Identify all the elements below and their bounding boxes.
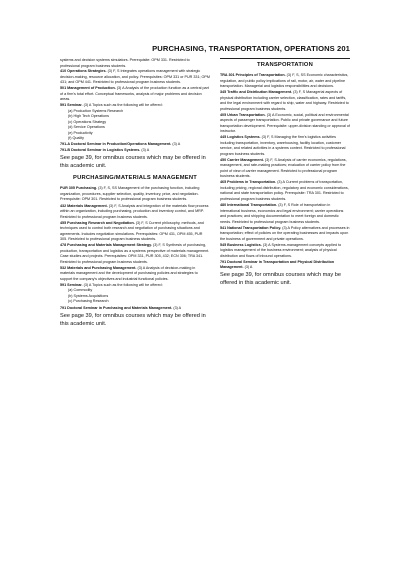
course-entry xyxy=(220,226,350,243)
course-credits: (3) A xyxy=(173,305,182,310)
course-description: Policy alternatives and processes in transportation; effect of policies on the operating businesses and impacts upon the business of government and private operations. xyxy=(220,225,350,241)
course-description: Integrates operations management with strategic decision-making, resource allocation, and policy. Prerequisites: OPM 331 or PUR 331; OPM 431; and OPM 441. Restricted to professional program business students. xyxy=(60,69,210,84)
course-entry xyxy=(220,180,350,202)
course-list xyxy=(220,73,350,271)
course-title: 545 Business Logistics. xyxy=(220,242,262,247)
topic-item: (b) High Tech Operations xyxy=(68,114,109,119)
topic-list xyxy=(60,288,210,305)
course-credits: (3) F, S, SS xyxy=(98,186,117,191)
course-entry xyxy=(60,69,210,86)
section-title: PURCHASING/MATERIALS MANAGEMENT xyxy=(73,175,197,182)
course-title: 541 National Transportation Policy. xyxy=(220,225,282,230)
course-paragraph xyxy=(220,158,350,180)
course-paragraph xyxy=(60,186,210,203)
course-title: 532 Materials and Purchasing Management. xyxy=(60,265,137,270)
course-credits: (3) A xyxy=(141,148,150,153)
course-credits: (3) F, S xyxy=(152,243,165,248)
course-title: 410 Operations Strategies. xyxy=(60,69,107,73)
course-credits: (3) A xyxy=(83,103,92,108)
course-paragraph xyxy=(60,266,210,283)
course-title: 791-A Doctoral Seminar in Production/Operations Management. xyxy=(60,142,172,147)
course-description: Current problems of transportation, including pricing, regional distribution, regulatory and economic considerations, national and state transportation policy. Prerequisite: TRA 301. Restricted to professional program business students. xyxy=(220,180,349,201)
course-title: 405 Urban Transportation. xyxy=(220,112,266,117)
course-credits: (3) A xyxy=(277,180,285,185)
left-column xyxy=(60,58,210,330)
course-credits: (3) A xyxy=(282,225,290,230)
course-description: Analysis of decision-making in materials management and the development of purchasing policies and strategies to support the company's objectives and industrial functional policies. xyxy=(60,265,198,281)
course-paragraph xyxy=(60,148,210,154)
course-credits: (3) A xyxy=(266,112,275,117)
course-credits: (3) F, S xyxy=(108,203,121,208)
course-entry xyxy=(60,204,210,221)
course-credits: (3) F, S xyxy=(264,157,277,162)
right-column xyxy=(220,58,350,289)
course-title: 591 Seminar. xyxy=(60,103,83,108)
course-entry xyxy=(220,90,350,112)
course-title: 445 Logistics Systems. xyxy=(220,135,261,140)
course-credits: (3) A xyxy=(137,265,146,270)
topic-item: (c) Purchasing Research xyxy=(68,299,109,304)
course-entry xyxy=(220,203,350,225)
course-paragraph xyxy=(60,306,210,312)
topic-item: (e) Productivity xyxy=(68,130,93,135)
course-entry xyxy=(220,158,350,180)
course-paragraph xyxy=(220,135,350,157)
course-paragraph xyxy=(60,204,210,221)
see-also-note: See page 39, for omnibus courses which may be offered in this academic unit. xyxy=(60,155,206,170)
course-description: Analysis of carrier economics, regulations, management, and rate-making practices; evaluation of carrier policy from the point of view of carrier management. Restricted to professional program business students. xyxy=(220,157,347,179)
course-entry xyxy=(220,135,350,157)
course-list xyxy=(60,142,210,154)
course-paragraph xyxy=(60,142,210,148)
course-paragraph xyxy=(60,221,210,243)
course-entry xyxy=(60,283,210,305)
course-description: Analysis of the production function as a central part of a firm's total effort. Conceptual frameworks, analysis of major problems and decision areas. xyxy=(60,86,209,102)
course-credits: (3) F, S, SS xyxy=(286,73,306,77)
course-list xyxy=(60,186,210,282)
course-credits: (3) F, S xyxy=(278,203,291,208)
course-description: Topics such as the following will be offered: xyxy=(92,103,163,108)
topic-item: (a) Production Systems Research xyxy=(68,108,124,113)
course-description: Topics such as the following will be offered: xyxy=(92,282,163,287)
course-title: 591 Seminar. xyxy=(60,282,83,287)
course-credits: (3) A xyxy=(262,242,271,247)
intro-paragraph: systems and decision systems simulators. Prerequisite: OPM 331. Restricted to professional program business students. xyxy=(60,58,190,68)
course-paragraph xyxy=(220,243,350,260)
course-entry xyxy=(220,243,350,260)
course-entry xyxy=(60,306,210,312)
course-credits: (3) F, S xyxy=(293,90,306,95)
course-title: 465 Problems in Transportation. xyxy=(220,180,277,185)
course-title: 791 Doctoral Seminar in Transportation and Physical Distribution Management. xyxy=(220,259,335,270)
course-description: Economic characteristics, regulation, and public policy implications of rail, motor, air, water and pipeline transportation. Managerial and logistics responsibilities and decisions. xyxy=(220,73,349,88)
course-entry xyxy=(60,148,210,154)
course-entry xyxy=(220,73,350,90)
course-title: 450 Carrier Management. xyxy=(220,157,264,162)
running-head: PURCHASING, TRANSPORTATION, OPERATIONS 201 xyxy=(152,44,350,53)
topic-item: (d) Service Operations xyxy=(68,125,105,130)
course-credits: (3) A xyxy=(116,86,125,91)
course-paragraph xyxy=(220,73,350,90)
see-also-note: See page 39, for omnibus courses which may be offered in this academic unit. xyxy=(220,272,341,287)
course-entry xyxy=(220,113,350,135)
course-paragraph xyxy=(220,113,350,135)
course-title: 345 Traffic and Distribution Management. xyxy=(220,90,293,95)
course-list xyxy=(60,69,210,103)
course-description: Managing the firm's logistics activities including transportation, inventory, warehousing, facility location, customer service, and related activities in a systems context. Restricted to professional program business students. xyxy=(220,135,346,156)
course-entry xyxy=(60,86,210,103)
course-title: 791-B Doctoral Seminar in Logistics Systems. xyxy=(60,148,141,153)
topic-item: (b) Systems Acquisitions xyxy=(68,293,109,298)
course-paragraph xyxy=(220,203,350,225)
see-also-note: See page 39, for omnibus courses which may be offered in this academic unit. xyxy=(60,312,206,327)
course-description: Role of transportation in international business, economics and legal environment; carrier operations and practices; and shipping documentation to meet foreign and domestic needs. Restricted to professional program business students. xyxy=(220,203,344,224)
course-title: 478 Purchasing and Materials Management Strategy. xyxy=(60,243,152,248)
course-title: 480 International Transportation. xyxy=(220,203,278,208)
course-credits: (3) A xyxy=(172,142,181,147)
course-entry xyxy=(220,260,350,271)
course-description: Management of the purchasing function, including organization, procedures, supplier selection, quality, inventory, price, and negotiation. Prerequisite: OPM 301. Restricted to professional program business students. xyxy=(60,186,200,202)
course-credits: (3) F, S xyxy=(261,135,274,140)
section-title: TRANSPORTATION xyxy=(256,62,314,68)
course-credits: (3) F, S xyxy=(135,220,148,225)
topic-list xyxy=(60,109,210,142)
course-paragraph xyxy=(60,243,210,265)
course-title: TRA 301 Principles of Transportation. xyxy=(220,73,286,77)
course-paragraph xyxy=(220,260,350,271)
course-title: 791 Doctoral Seminar in Purchasing and Materials Management. xyxy=(60,305,173,310)
course-entry xyxy=(60,186,210,203)
course-paragraph xyxy=(220,90,350,112)
course-description: Systems-management concepts applied to logistics management of the business environment; analysis of physical distribution and flows of inbound operations. xyxy=(220,242,342,258)
course-description: Economic, social, political and environmental aspects of passenger transportation. Public and private governance and future transportation development. Prerequisite: upper-division standing or approval of instructor. xyxy=(220,112,350,134)
course-paragraph xyxy=(220,226,350,243)
course-description: Current philosophy, methods, and techniques used to control both research and negotiation of purchasing situations and agreements. Includes negotiation simulations. Prerequisites: OPM 431, OPM 455, PUR 305. Restricted to professional program business students. xyxy=(60,220,204,242)
course-title: 501 Management of Production. xyxy=(60,86,116,91)
course-list xyxy=(60,306,210,312)
course-entry xyxy=(60,266,210,283)
course-paragraph xyxy=(60,86,210,103)
course-paragraph xyxy=(220,180,350,202)
course-title: 432 Materials Management. xyxy=(60,203,108,208)
course-entry xyxy=(60,243,210,265)
course-credits: (3) A xyxy=(83,282,92,287)
course-entry xyxy=(60,142,210,148)
topic-item: (c) Operations Strategy xyxy=(68,119,107,124)
course-credits: (3) F, S xyxy=(107,69,120,73)
course-title: PUR 305 Purchasing. xyxy=(60,186,98,191)
course-description: Synthesis of purchasing, production, transportation and logistics as a systems perspective of materials management. Case studies and projects. Prerequisites: OPM 331, PUR 305, 432; ECN 306; TRA 341. Restricted to professional program business students. xyxy=(60,243,210,264)
course-title: 455 Purchasing Research and Negotiation. xyxy=(60,220,135,225)
course-paragraph xyxy=(60,69,210,86)
topic-item: (a) Commodity xyxy=(68,288,93,293)
course-entry xyxy=(60,103,210,142)
course-entry xyxy=(60,221,210,243)
course-description: Managerial aspects of physical distribution including carrier selection, classification, rates and tariffs, and the legal environment with regard to ship, water and highway. Restricted to professional program business students. xyxy=(220,90,349,111)
course-description: Analysis and integration of the materials flow process within an organization, including purchasing, production and inventory control, and MRP. Restricted to professional program business students. xyxy=(60,203,209,219)
divider xyxy=(220,58,350,59)
course-credits: (3) A xyxy=(244,265,253,270)
topic-item: (f) Quality xyxy=(68,136,84,141)
